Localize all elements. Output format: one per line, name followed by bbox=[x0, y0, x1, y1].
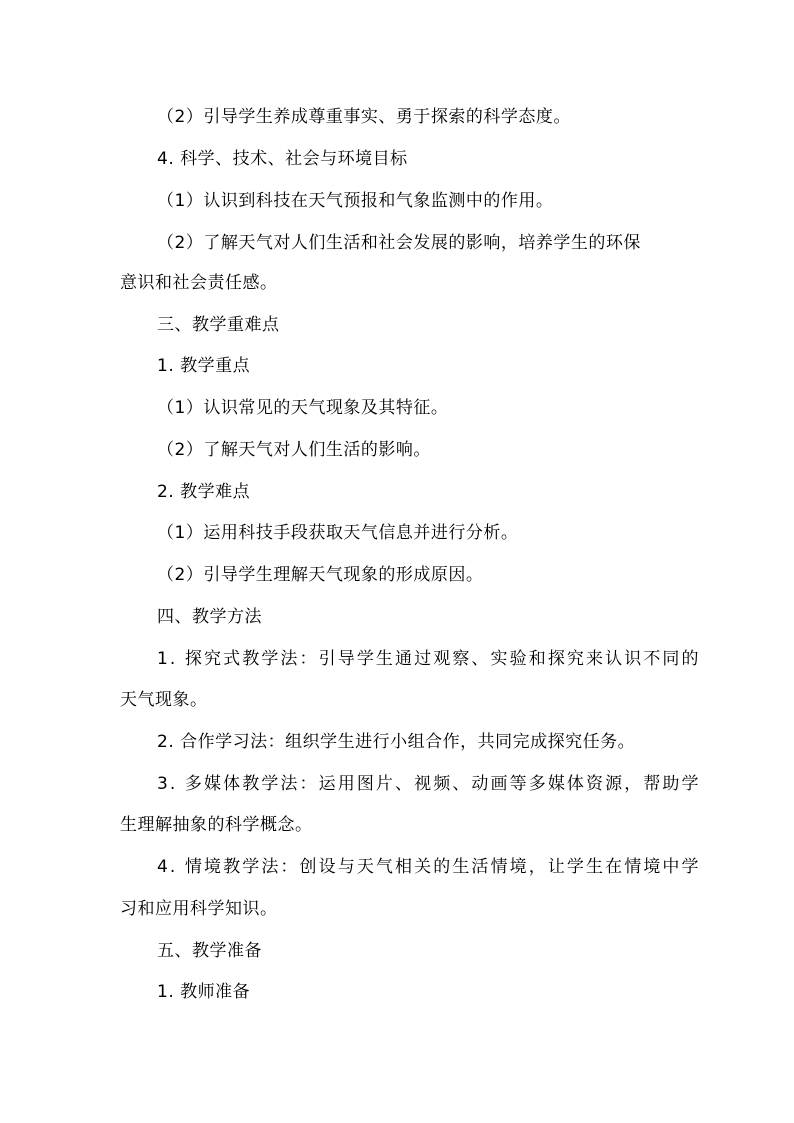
paragraph-method-2: 2. 合作学习法：组织学生进行小组合作，共同完成探究任务。 bbox=[157, 732, 636, 752]
paragraph-sts-goal-2-cont: 意识和社会责任感。 bbox=[120, 273, 278, 293]
section-heading-key-points: 三、教学重难点 bbox=[157, 315, 280, 335]
paragraph-method-3: 3. 多媒体教学法：运用图片、视频、动画等多媒体资源，帮助学 bbox=[157, 774, 701, 794]
paragraph-method-4-cont: 习和应用科学知识。 bbox=[120, 899, 278, 919]
paragraph-key-point-1: （1）认识常见的天气现象及其特征。 bbox=[157, 398, 449, 418]
paragraph-method-3-cont: 生理解抽象的科学概念。 bbox=[120, 815, 313, 835]
heading-teacher-preparation: 1. 教师准备 bbox=[157, 982, 251, 1002]
paragraph-sts-goal-2: （2）了解天气对人们生活和社会发展的影响，培养学生的环保 bbox=[157, 233, 641, 253]
section-heading-methods: 四、教学方法 bbox=[157, 607, 262, 627]
heading-key-point: 1. 教学重点 bbox=[157, 356, 251, 376]
heading-sts-goal: 4. 科学、技术、社会与环境目标 bbox=[157, 149, 408, 169]
paragraph-method-1: 1. 探究式教学法：引导学生通过观察、实验和探究来认识不同的 bbox=[157, 649, 701, 669]
paragraph-difficulty-2: （2）引导学生理解天气现象的形成原因。 bbox=[157, 565, 484, 585]
section-heading-preparation: 五、教学准备 bbox=[157, 941, 262, 961]
paragraph-sts-goal-1: （1）认识到科技在天气预报和气象监测中的作用。 bbox=[157, 191, 554, 211]
heading-difficulty: 2. 教学难点 bbox=[157, 482, 251, 502]
paragraph-method-1-cont: 天气现象。 bbox=[120, 690, 208, 710]
paragraph-difficulty-1: （1）运用科技手段获取天气信息并进行分析。 bbox=[157, 523, 519, 543]
paragraph-method-4: 4. 情境教学法：创设与天气相关的生活情境，让学生在情境中学 bbox=[157, 857, 701, 877]
paragraph-key-point-2: （2）了解天气对人们生活的影响。 bbox=[157, 440, 431, 460]
paragraph-attitude-goal-2: （2）引导学生养成尊重事实、勇于探索的科学态度。 bbox=[157, 107, 571, 127]
